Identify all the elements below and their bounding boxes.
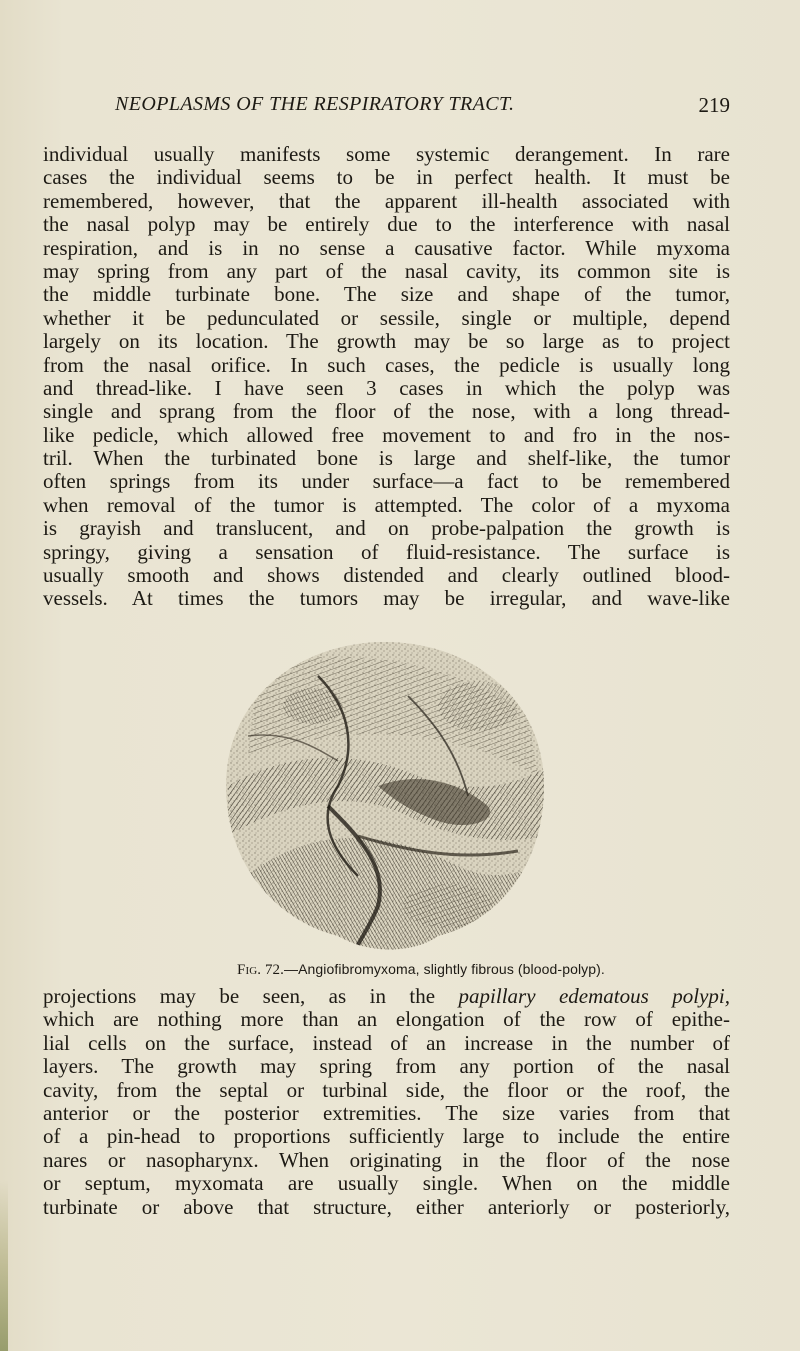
text-line: when removal of the tumor is attempted. The color of a myxoma bbox=[43, 492, 730, 517]
text-line: usually smooth and shows distended and clearly outlined blood- bbox=[43, 563, 730, 588]
text-segment: lial cells on the surface, instead of an increase in the number of bbox=[43, 1030, 730, 1055]
text-segment: or septum, myxomata are usually single. When on the middle bbox=[43, 1171, 730, 1196]
text-line: whether it be pedunculated or sessile, single or multiple, depend bbox=[43, 305, 730, 330]
text-segment: turbinate or above that structure, either anteriorly or posteriorly, bbox=[43, 1194, 730, 1219]
text-line: the middle turbinate bone. The size and shape of the tumor, bbox=[43, 282, 730, 307]
text-line: tril. When the turbinated bone is large and shelf-like, the tumor bbox=[43, 446, 730, 471]
italic-term: papillary edematous polypi, bbox=[458, 984, 730, 1008]
running-head: NEOPLASMS OF THE RESPIRATORY TRACT. bbox=[115, 93, 515, 115]
text-line bbox=[43, 985, 730, 1008]
text-line bbox=[43, 1055, 730, 1078]
paragraph-2 bbox=[43, 985, 730, 1219]
page-edge-shadow bbox=[0, 1180, 8, 1351]
text-line: cases the individual seems to be in perfect health. It must be bbox=[43, 165, 730, 190]
figure-caption-text: —Angiofibromyxoma, slightly fibrous (blood-polyp). bbox=[284, 961, 605, 977]
text-line bbox=[43, 1032, 730, 1055]
page-header bbox=[115, 93, 730, 123]
figure-label: Fig. 72. bbox=[237, 962, 284, 978]
text-segment: of a pin-head to proportions sufficiently large to include the entire bbox=[43, 1124, 730, 1149]
text-line: vessels. At times the tumors may be irregular, and wave-like bbox=[43, 586, 730, 611]
paragraph-1 bbox=[43, 143, 730, 611]
text-line bbox=[43, 1079, 730, 1102]
text-line: from the nasal orifice. In such cases, the pedicle is usually long bbox=[43, 352, 730, 377]
text-line: largely on its location. The growth may be so large as to project bbox=[43, 329, 730, 354]
text-line bbox=[43, 1196, 730, 1219]
text-line: springy, giving a sensation of fluid-resistance. The surface is bbox=[43, 539, 730, 564]
angiofibromyxoma-micrograph-image bbox=[218, 636, 552, 956]
figure-caption bbox=[237, 961, 757, 979]
text-line: and thread-like. I have seen 3 cases in which the polyp was bbox=[43, 375, 730, 400]
figure-72-illustration bbox=[218, 636, 552, 956]
text-line: respiration, and is in no sense a causative factor. While myxoma bbox=[43, 235, 730, 260]
text-line: often springs from its under surface—a fact to be remembered bbox=[43, 469, 730, 494]
text-segment: anterior or the posterior extremities. The size varies from that bbox=[43, 1100, 730, 1125]
text-line: is grayish and translucent, and on probe-palpation the growth is bbox=[43, 516, 730, 541]
text-segment: projections may be seen, as in the bbox=[43, 984, 459, 1008]
text-segment: cavity, from the septal or turbinal side, the floor or the roof, the bbox=[43, 1077, 730, 1102]
text-line: single and sprang from the floor of the nose, with a long thread- bbox=[43, 399, 730, 424]
text-line bbox=[43, 1172, 730, 1195]
text-segment: nares or nasopharynx. When originating in the floor of the nose bbox=[43, 1147, 730, 1172]
text-segment: layers. The growth may spring from any portion of the nasal bbox=[43, 1054, 730, 1079]
text-line bbox=[43, 1102, 730, 1125]
text-line: the nasal polyp may be entirely due to the interference with nasal bbox=[43, 212, 730, 237]
text-line: individual usually manifests some systemic derangement. In rare bbox=[43, 142, 730, 166]
text-segment: which are nothing more than an elongation of the row of epithe- bbox=[43, 1007, 730, 1032]
text-line: remembered, however, that the apparent ill-health associated with bbox=[43, 188, 730, 213]
text-line bbox=[43, 1008, 730, 1031]
text-line: like pedicle, which allowed free movement to and fro in the nos- bbox=[43, 422, 730, 447]
text-line: may spring from any part of the nasal cavity, its common site is bbox=[43, 258, 730, 283]
text-line bbox=[43, 1125, 730, 1148]
page-number: 219 bbox=[698, 93, 730, 117]
text-line bbox=[43, 1149, 730, 1172]
